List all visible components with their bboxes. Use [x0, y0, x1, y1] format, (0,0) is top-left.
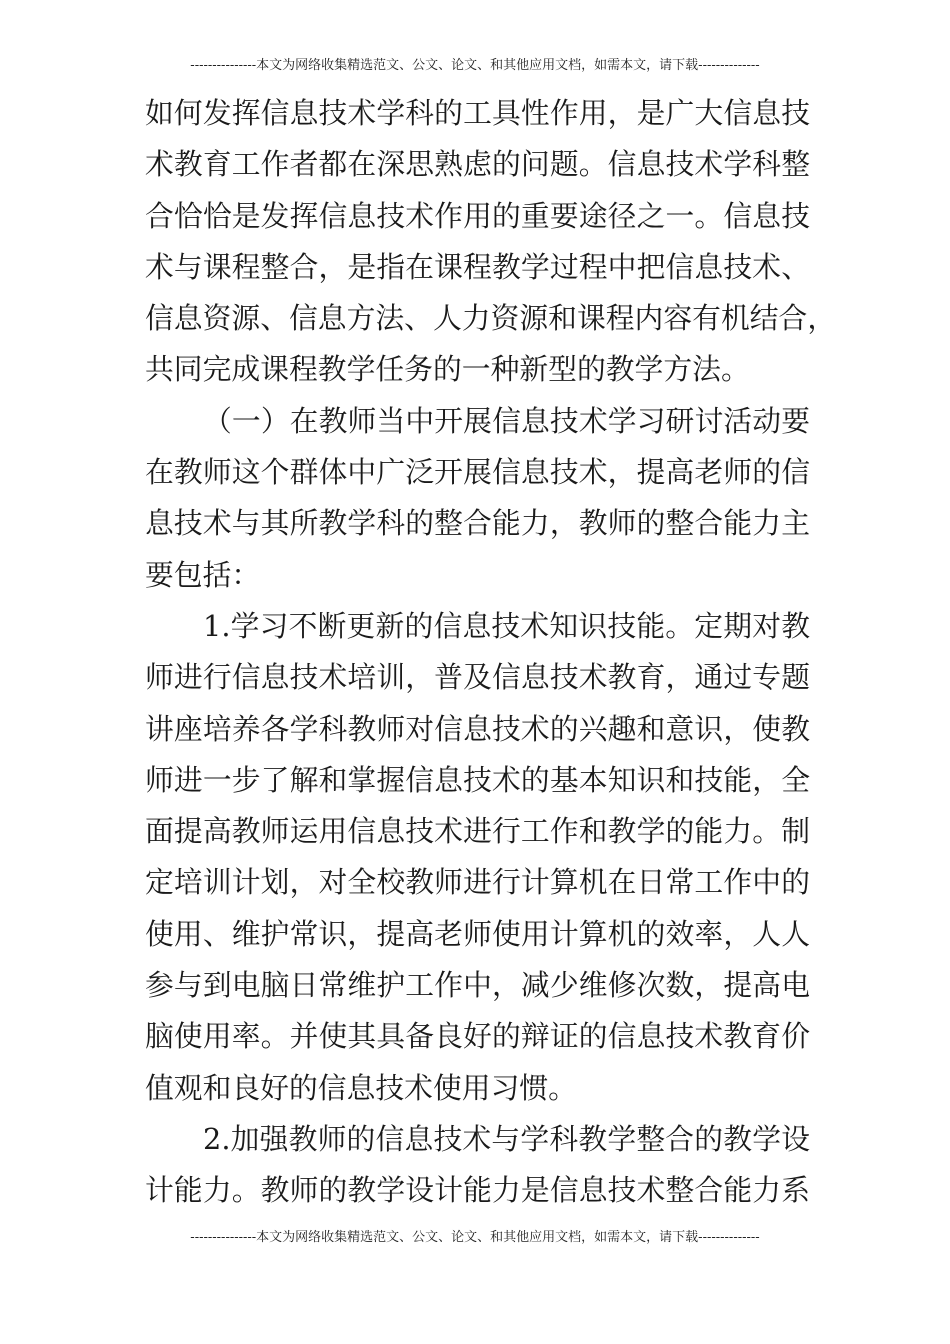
text-line: 师进一步了解和掌握信息技术的基本知识和技能，全: [145, 762, 810, 797]
text-line: 息技术与其所教学科的整合能力，教师的整合能力主: [145, 506, 810, 541]
text-line: 使用、维护常识，提高老师使用计算机的效率，人人: [145, 916, 810, 951]
text-line: 合恰恰是发挥信息技术作用的重要途径之一。信息技: [145, 198, 810, 233]
text-line: （一）在教师当中开展信息技术学习研讨活动要: [203, 403, 810, 438]
text-line: 2.加强教师的信息技术与学科教学整合的教学设: [203, 1121, 810, 1156]
text-line: 定培训计划，对全校教师进行计算机在日常工作中的: [145, 865, 810, 900]
text-line: 值观和良好的信息技术使用习惯。: [145, 1070, 577, 1105]
text-line: 要包括：: [145, 557, 261, 592]
text-line: 参与到电脑日常维护工作中，减少维修次数，提高电: [145, 968, 810, 1003]
text-line: 1.学习不断更新的信息技术知识技能。定期对教: [203, 608, 810, 643]
body-text: [145, 88, 837, 1217]
text-line: 面提高教师运用信息技术进行工作和教学的能力。制: [145, 814, 810, 849]
text-line: 在教师这个群体中广泛开展信息技术，提高老师的信: [145, 455, 810, 490]
header-banner: ---------------本文为网络收集精选范文、公文、论文、和其他应用文档，如需本文，请下载--------------: [190, 58, 760, 73]
text-line: 术与课程整合，是指在课程教学过程中把信息技术、: [145, 249, 810, 284]
text-line: 脑使用率。并使其具备良好的辩证的信息技术教育价: [145, 1019, 810, 1054]
text-line: 信息资源、信息方法、人力资源和课程内容有机结合，: [145, 301, 837, 336]
text-line: 师进行信息技术培训，普及信息技术教育，通过专题: [145, 660, 810, 695]
text-line: 讲座培养各学科教师对信息技术的兴趣和意识，使教: [145, 711, 810, 746]
text-line: 术教育工作者都在深思熟虑的问题。信息技术学科整: [145, 147, 810, 182]
text-line: 计能力。教师的教学设计能力是信息技术整合能力系: [145, 1173, 810, 1208]
footer-banner: ---------------本文为网络收集精选范文、公文、论文、和其他应用文档，如需本文，请下载--------------: [190, 1230, 760, 1245]
text-line: 共同完成课程教学任务的一种新型的教学方法。: [145, 352, 750, 387]
text-line: 如何发挥信息技术学科的工具性作用，是广大信息技: [145, 96, 810, 130]
